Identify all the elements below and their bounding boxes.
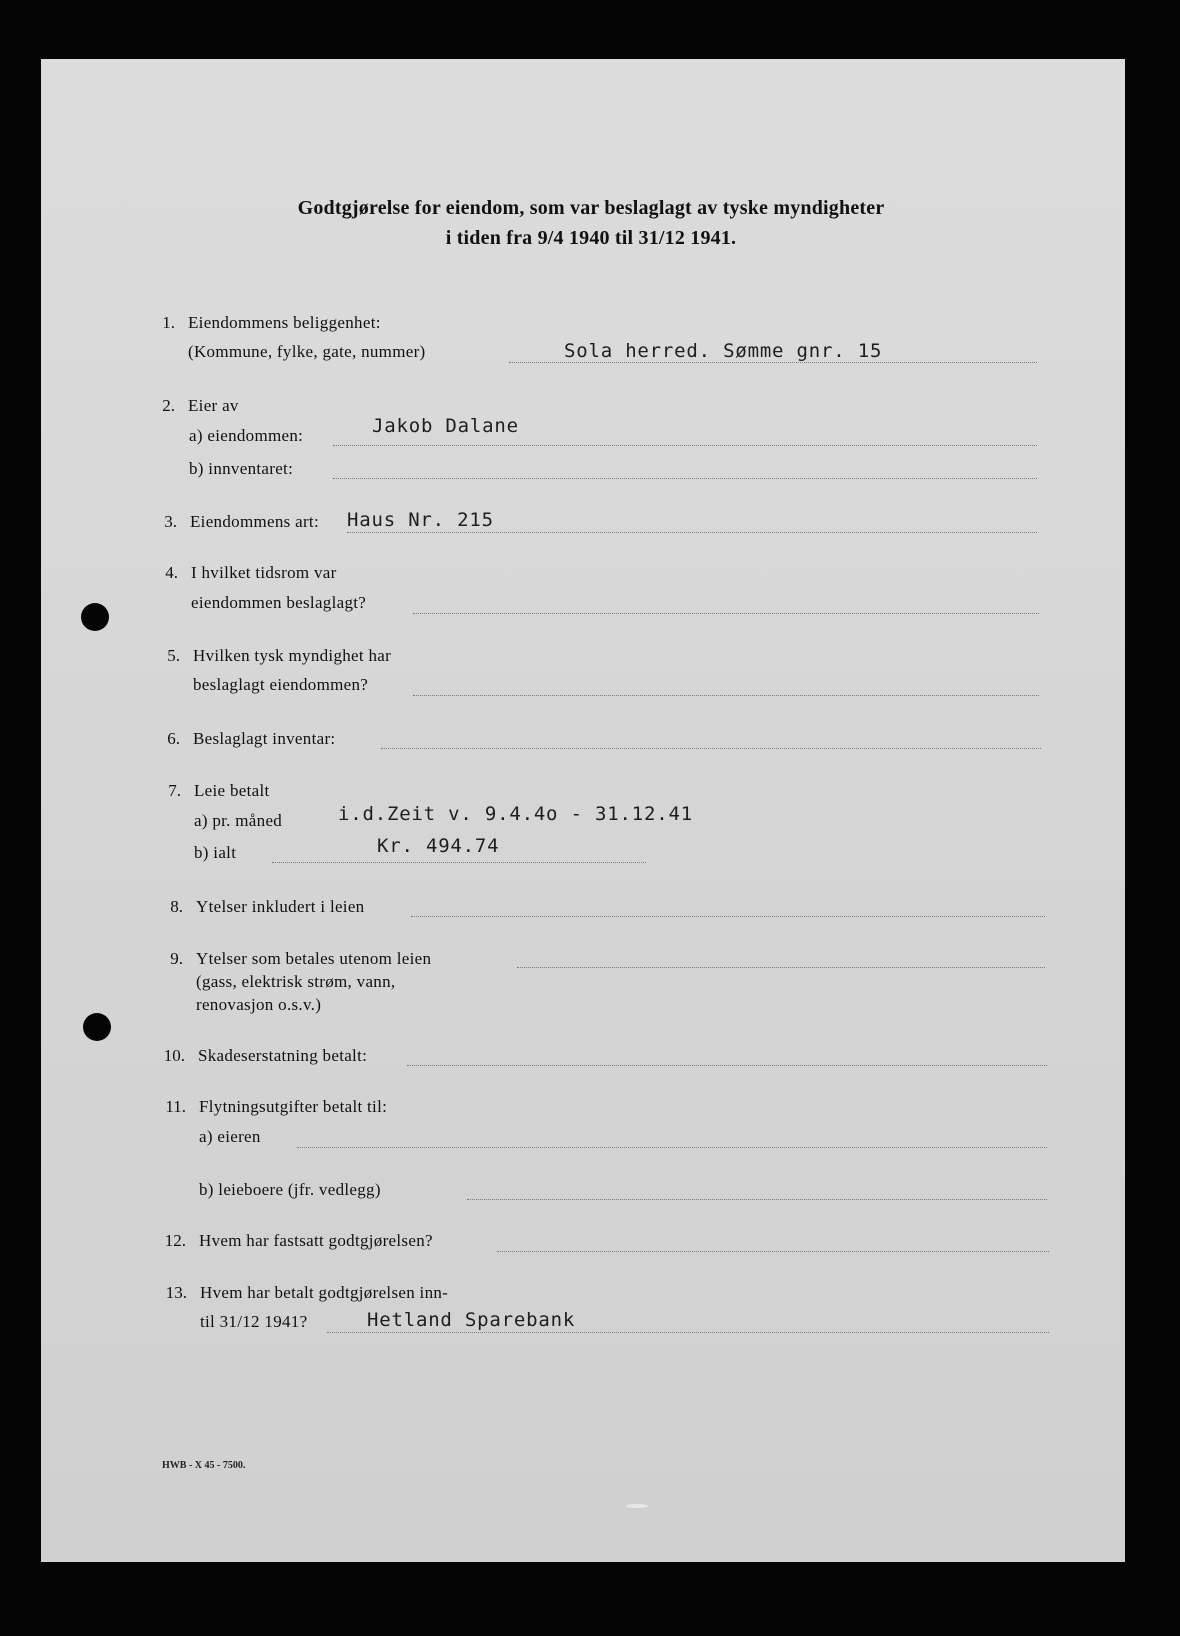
q5-answer-line bbox=[413, 695, 1039, 696]
q4-answer-line bbox=[413, 613, 1039, 614]
punch-hole-top bbox=[81, 603, 109, 631]
q8-answer-line bbox=[411, 916, 1045, 917]
q3-label: Eiendommens art: bbox=[190, 512, 319, 531]
q12-number: 12. bbox=[164, 1231, 186, 1250]
q12-label: Hvem har fastsatt godtgjørelsen? bbox=[199, 1231, 433, 1250]
q11-number: 11. bbox=[165, 1097, 186, 1116]
q1-sublabel: (Kommune, fylke, gate, nummer) bbox=[188, 342, 426, 361]
q10-answer-line bbox=[407, 1065, 1047, 1066]
q2b-label: b) innventaret: bbox=[189, 459, 294, 478]
q4-number: 4. bbox=[165, 563, 178, 582]
q13-sublabel: til 31/12 1941? bbox=[200, 1312, 308, 1331]
q3-answer: Haus Nr. 215 bbox=[347, 509, 494, 531]
q11-label: Flytningsutgifter betalt til: bbox=[199, 1097, 388, 1116]
q3-answer-line bbox=[347, 532, 1037, 533]
q9-label: Ytelser som betales utenom leien bbox=[196, 949, 432, 968]
q11a-label: a) eieren bbox=[199, 1127, 261, 1146]
title-line-2: i tiden fra 9/4 1940 til 31/12 1941. bbox=[445, 227, 737, 249]
q3-number: 3. bbox=[164, 512, 177, 531]
q2a-answer: Jakob Dalane bbox=[372, 415, 519, 437]
q13-number: 13. bbox=[165, 1283, 187, 1302]
q2a-answer-line bbox=[333, 445, 1037, 446]
q13-label: Hvem har betalt godtgjørelsen inn- bbox=[200, 1283, 449, 1302]
punch-hole-bottom bbox=[83, 1013, 111, 1041]
form-title bbox=[0, 193, 1180, 253]
q9-sublabel-1: (gass, elektrisk strøm, vann, bbox=[196, 972, 396, 991]
q5-number: 5. bbox=[167, 646, 180, 665]
title-line-1: Godtgjørelse for eiendom, som var beslaglagt av tyske myndigheter bbox=[297, 197, 885, 219]
q2b-answer-line bbox=[333, 478, 1037, 479]
q1-label: Eiendommens beliggenhet: bbox=[188, 313, 381, 332]
q9-sublabel-2: renovasjon o.s.v.) bbox=[196, 995, 322, 1014]
q2-label: Eier av bbox=[188, 396, 239, 415]
q11a-answer-line bbox=[297, 1147, 1047, 1148]
q7-number: 7. bbox=[168, 781, 181, 800]
q11b-label: b) leieboere (jfr. vedlegg) bbox=[199, 1180, 381, 1199]
form-page bbox=[41, 59, 1125, 1562]
q6-answer-line bbox=[381, 748, 1041, 749]
q6-number: 6. bbox=[167, 729, 180, 748]
paper-speck bbox=[626, 1504, 648, 1508]
q2-number: 2. bbox=[162, 396, 175, 415]
q1-answer: Sola herred. Sømme gnr. 15 bbox=[564, 340, 883, 362]
q13-answer: Hetland Sparebank bbox=[367, 1309, 576, 1331]
q2a-label: a) eiendommen: bbox=[189, 426, 304, 445]
q6-label: Beslaglagt inventar: bbox=[193, 729, 336, 748]
q7a-label: a) pr. måned bbox=[194, 811, 283, 830]
q8-label: Ytelser inkludert i leien bbox=[196, 897, 365, 916]
q7b-label: b) ialt bbox=[194, 843, 237, 862]
q9-answer-line bbox=[517, 967, 1045, 968]
q9-number: 9. bbox=[170, 949, 183, 968]
q7b-answer: Kr. 494.74 bbox=[377, 835, 500, 857]
q11b-answer-line bbox=[467, 1199, 1047, 1200]
print-code: HWB - X 45 - 7500. bbox=[162, 1460, 246, 1471]
q5-sublabel: beslaglagt eiendommen? bbox=[193, 675, 369, 694]
q4-sublabel: eiendommen beslaglagt? bbox=[191, 593, 367, 612]
q7b-answer-line bbox=[272, 862, 646, 863]
q1-number: 1. bbox=[162, 313, 175, 332]
q8-number: 8. bbox=[170, 897, 183, 916]
q4-label: I hvilket tidsrom var bbox=[191, 563, 337, 582]
q10-label: Skadeserstatning betalt: bbox=[198, 1046, 368, 1065]
q10-number: 10. bbox=[163, 1046, 185, 1065]
q12-answer-line bbox=[497, 1251, 1049, 1252]
q7-label: Leie betalt bbox=[194, 781, 270, 800]
q7a-answer: i.d.Zeit v. 9.4.4o - 31.12.41 bbox=[338, 803, 693, 825]
q5-label: Hvilken tysk myndighet har bbox=[193, 646, 392, 665]
q1-answer-line bbox=[509, 362, 1037, 363]
q13-answer-line bbox=[327, 1332, 1049, 1333]
